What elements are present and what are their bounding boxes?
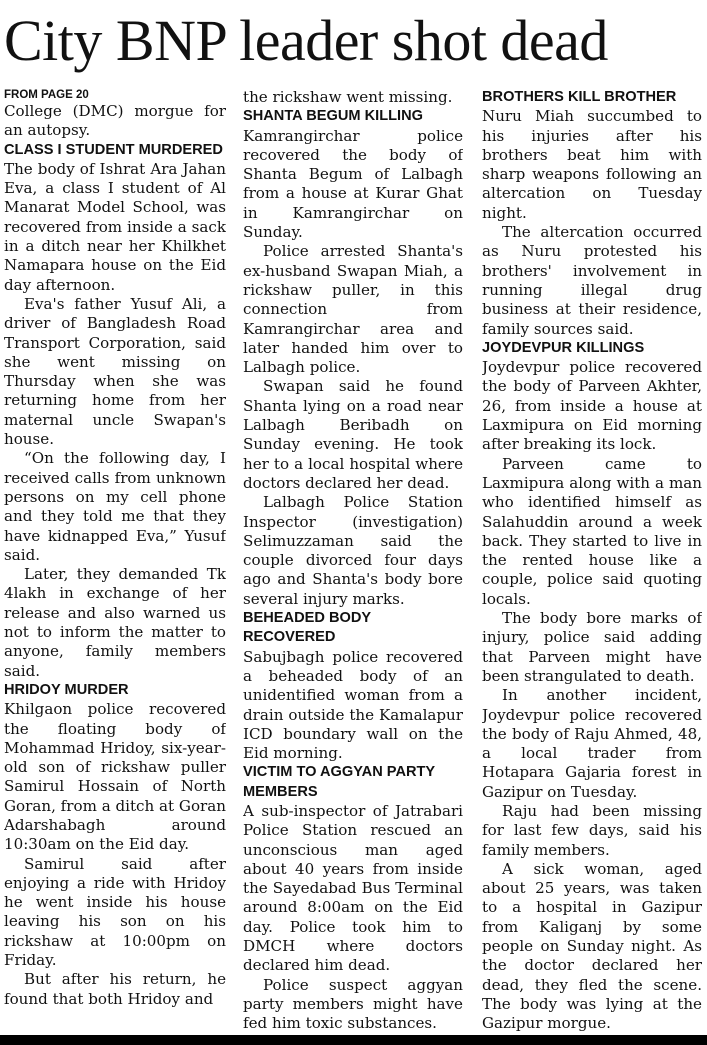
body-paragraph: Samirul said after enjoying a ride with Hridoy he went inside his house leaving his son on his rickshaw at 10:00pm on Friday.	[4, 854, 226, 970]
body-paragraph: Kamrangirchar police recovered the body of Shanta Begum of Lalbagh from a house at Kurar Ghat in Kamrangirchar on Sunday.	[243, 126, 463, 242]
body-paragraph: “On the following day, I received calls from unknown persons on my cell phone and they told me that they have kidnapped Eva,” Yusuf said.	[4, 449, 226, 564]
body-paragraph: the rickshaw went missing.	[243, 88, 453, 106]
body-paragraph: A sick woman, aged about 25 years, was taken to a hospital in Gazipur from Kaliganj by some people on Sunday night. As the doctor declared her dead, they fled the scene. The body was lying at the Gazipur morgue.	[482, 859, 702, 1033]
headline: City BNP leader shot dead	[4, 8, 608, 73]
body-paragraph: A sub-inspector of Jatrabari Police Station rescued an unconscious man aged about 40 years from inside the Sayedabad Bus Terminal around 8:00am on the Eid day. Police took him to DMCH where doctors declared him dead.	[243, 801, 463, 975]
section-subheading: SHANTA BEGUM KILLING	[243, 108, 423, 125]
body-paragraph: Swapan said he found Shanta lying on a road near Lalbagh Beribadh on Sunday evening. He took her to a local hospital where doctors declared her dead.	[243, 377, 463, 492]
bottom-rule	[0, 1035, 707, 1045]
body-paragraph: But after his return, he found that both Hridoy and	[4, 970, 226, 1008]
section-subheading: CLASS I STUDENT MURDERED	[4, 141, 223, 158]
body-paragraph: Sabujbagh police recovered a beheaded body of an unidentified woman from a drain outside the Kamalapur ICD boundary wall on the Eid morning.	[243, 647, 463, 763]
body-paragraph: Joydevpur police recovered the body of Parveen Akhter, 26, from inside a house at Laxmipura on Eid morning after breaking its lock.	[482, 358, 702, 454]
body-paragraph: Raju had been missing for last few days, said his family members.	[482, 801, 702, 859]
article-column-3	[482, 88, 702, 1033]
body-paragraph: Eva's father Yusuf Ali, a driver of Bangladesh Road Transport Corporation, said she went missing on Thursday when she was returning home from her maternal uncle Swapan's house.	[4, 294, 226, 449]
article-column-2	[243, 88, 463, 1033]
continuation-kicker: FROM PAGE 20	[4, 89, 89, 101]
section-subheading: HRIDOY MURDER	[4, 681, 129, 698]
body-paragraph: The body bore marks of injury, police said adding that Parveen might have been strangulated to death.	[482, 609, 702, 685]
body-paragraph: Nuru Miah succumbed to his injuries after his brothers beat him with sharp weapons following an altercation on Tuesday night.	[482, 107, 702, 222]
body-paragraph: Police suspect aggyan party members might have fed him toxic substances.	[243, 975, 463, 1033]
section-subheading: BEHEADED BODY RECOVERED	[243, 610, 371, 646]
body-paragraph: The altercation occurred as Nuru protested his brothers' involvement in running illegal drug business at their residence, family sources said.	[482, 223, 702, 338]
body-paragraph: Later, they demanded Tk 4lakh in exchange of her release and also warned us not to inform the matter to anyone, family members said.	[4, 565, 226, 680]
section-subheading: JOYDEVPUR KILLINGS	[482, 339, 645, 356]
body-paragraph: The body of Ishrat Ara Jahan Eva, a class I student of Al Manarat Model School, was recovered from inside a sack in a ditch near her Khilkhet Namapara house on the Eid day afternoon.	[4, 159, 226, 294]
article-column-1	[4, 88, 226, 1033]
body-paragraph: Lalbagh Police Station Inspector (investigation) Selimuzzaman said the couple divorced four days ago and Shanta's body bore several injury marks.	[243, 493, 463, 608]
section-subheading: VICTIM TO AGGYAN PARTY MEMBERS	[243, 764, 435, 800]
body-paragraph: Khilgaon police recovered the floating body of Mohammad Hridoy, six-year-old son of rickshaw puller Samirul Hossain of North Goran, from a ditch at Goran Adarshabagh around 10:30am on the Eid day.	[4, 700, 226, 854]
body-paragraph: In another incident, Joydevpur police recovered the body of Raju Ahmed, 48, a local trader from Hotapara Gajaria forest in Gazipur on Tuesday.	[482, 686, 702, 801]
body-paragraph: Parveen came to Laxmipura along with a man who identified himself as Salahuddin around a week back. They started to live in the rented house like a couple, police said quoting locals.	[482, 454, 702, 608]
body-paragraph: College (DMC) morgue for an autopsy.	[4, 102, 226, 140]
body-paragraph: Police arrested Shanta's ex-husband Swapan Miah, a rickshaw puller, in this connection from Kamrangirchar area and later handed him over to Lalbagh police.	[243, 242, 463, 377]
section-subheading: BROTHERS KILL BROTHER	[482, 89, 677, 105]
